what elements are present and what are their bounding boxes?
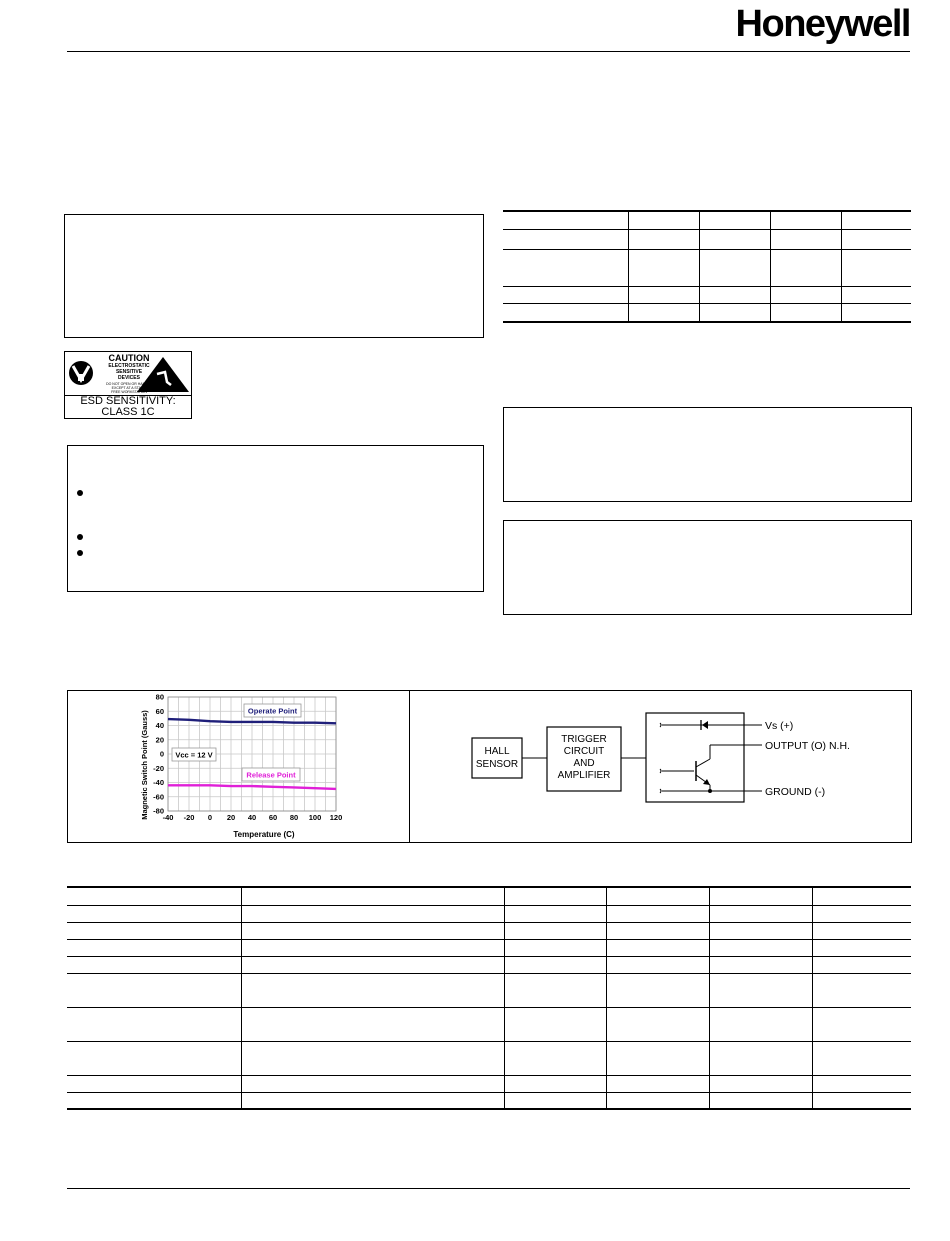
vcc-annotation bbox=[172, 748, 216, 761]
table-row bbox=[503, 286, 911, 303]
table-row bbox=[67, 956, 911, 973]
left-info-box bbox=[64, 214, 484, 338]
x-tick-label: 100 bbox=[308, 813, 322, 822]
esd-caution-title: CAUTION bbox=[108, 353, 150, 363]
top-right-table bbox=[503, 212, 911, 323]
switch-point-chart bbox=[68, 691, 408, 842]
header-rule bbox=[67, 51, 910, 52]
table-row bbox=[503, 229, 911, 249]
table-row bbox=[67, 939, 911, 956]
table-row bbox=[67, 1092, 911, 1109]
hall-label-1: HALL bbox=[484, 746, 510, 757]
table-row bbox=[503, 212, 911, 229]
esd-line-2: SENSITIVE bbox=[115, 369, 143, 375]
x-tick-label: 80 bbox=[289, 813, 299, 822]
esd-sensitivity-label: ESD SENSITIVITY: bbox=[80, 395, 176, 407]
table-row bbox=[67, 1041, 911, 1075]
y-tick-label: 0 bbox=[159, 749, 164, 759]
y-tick-label: 20 bbox=[155, 735, 164, 745]
vs-label: Vs (+) bbox=[765, 720, 794, 732]
table-row bbox=[67, 905, 911, 922]
y-tick-label: 40 bbox=[155, 721, 164, 730]
table-row bbox=[67, 1007, 911, 1041]
release-point-label bbox=[242, 768, 300, 781]
right-info-box-1 bbox=[503, 407, 912, 502]
y-tick-label: -20 bbox=[153, 763, 164, 773]
table-row bbox=[503, 249, 911, 286]
y-tick-label: -40 bbox=[153, 778, 164, 787]
honeywell-logo: Honeywell bbox=[735, 3, 910, 45]
svg-text:Release Point: Release Point bbox=[246, 770, 296, 780]
esd-small-3: FREE WORKSTATION bbox=[111, 390, 147, 394]
chart-xlabel: Temperature (C) bbox=[233, 830, 295, 839]
figure-panel bbox=[67, 690, 912, 843]
x-tick-label: -40 bbox=[162, 813, 174, 822]
bottom-spec-table bbox=[67, 888, 911, 1110]
trigger-label-1: TRIGGER bbox=[561, 734, 607, 745]
footer-rule bbox=[67, 1188, 910, 1189]
list-item bbox=[77, 550, 83, 556]
block-diagram bbox=[410, 691, 912, 842]
y-tick-label: -60 bbox=[153, 792, 164, 802]
table-row bbox=[67, 888, 911, 905]
esd-small-2: EXCEPT AT A STATIC bbox=[111, 386, 147, 390]
trigger-label-3: AND bbox=[573, 758, 595, 769]
left-bullet-box bbox=[67, 445, 484, 592]
y-tick-label: -80 bbox=[153, 806, 164, 816]
chart-ylabel: Magnetic Switch Point (Gauss) bbox=[140, 710, 149, 820]
trigger-label-2: CIRCUIT bbox=[563, 746, 605, 757]
ground-label: GROUND (-) bbox=[765, 786, 826, 798]
esd-sensitivity-class: CLASS 1C bbox=[101, 406, 155, 418]
output-label: OUTPUT (O) N.H. bbox=[765, 740, 850, 752]
esd-line-3: DEVICES bbox=[118, 375, 140, 381]
operate-point-label bbox=[244, 704, 301, 717]
list-item bbox=[77, 490, 83, 496]
trigger-label-4: AMPLIFIER bbox=[557, 770, 611, 781]
hall-label-2: SENSOR bbox=[475, 759, 519, 770]
x-tick-label: 60 bbox=[268, 813, 278, 822]
svg-text:Operate Point: Operate Point bbox=[247, 706, 298, 716]
esd-small-1: DO NOT OPEN OR HANDLE bbox=[106, 382, 152, 386]
y-tick-label: 60 bbox=[155, 706, 164, 716]
hall-sensor-block bbox=[472, 738, 522, 778]
table-row bbox=[503, 303, 911, 322]
esd-caution-label bbox=[64, 351, 192, 419]
y-tick-label: 80 bbox=[155, 692, 164, 702]
x-tick-label: 120 bbox=[329, 813, 343, 822]
table-row bbox=[67, 1075, 911, 1092]
table-row bbox=[67, 922, 911, 939]
x-tick-label: 40 bbox=[247, 813, 257, 822]
esd-line-1: ELECTROSTATIC bbox=[108, 363, 150, 369]
list-item bbox=[77, 534, 83, 540]
x-tick-label: 20 bbox=[226, 813, 236, 822]
table-row bbox=[67, 973, 911, 1007]
x-tick-label: 0 bbox=[207, 813, 213, 822]
x-tick-label: -20 bbox=[183, 813, 195, 822]
svg-text:Vcc = 12 V: Vcc = 12 V bbox=[175, 750, 213, 760]
right-info-box-2 bbox=[503, 520, 912, 615]
